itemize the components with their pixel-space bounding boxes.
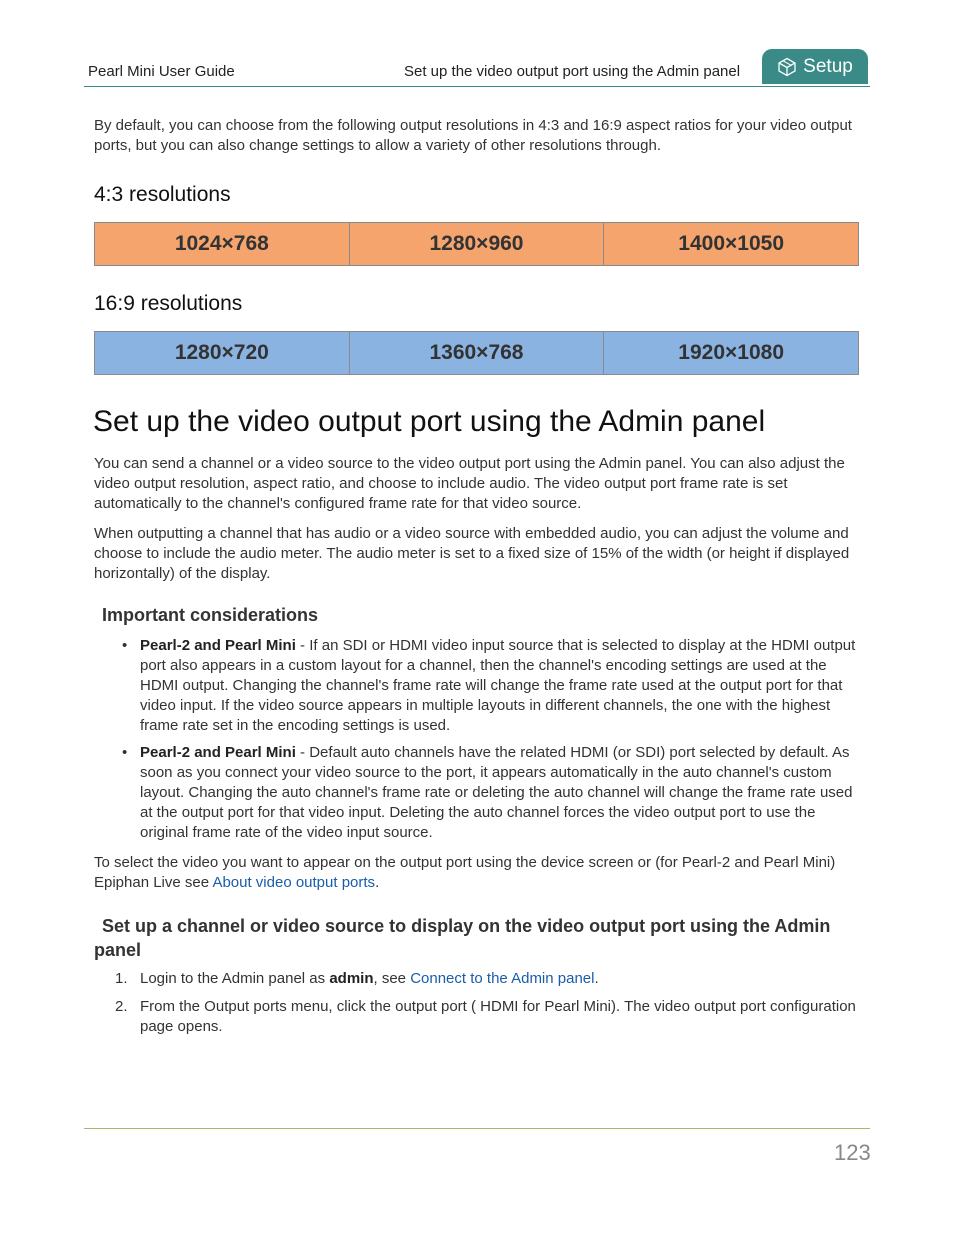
res-16-9-cell: 1280×720 [95, 332, 350, 375]
section-paragraph-2: When outputting a channel that has audio or a video source with embedded audio, you can adjust the volume and choose to include the audio meter. The audio meter is set to a fixed size of 15% of the width (or height if displayed horizontally) of the display. [94, 525, 850, 582]
cube-icon [777, 57, 797, 77]
res-4-3-cell: 1280×960 [349, 223, 604, 266]
bullet-icon: • [122, 744, 128, 761]
section-paragraph-1: You can send a channel or a video source to the video output port using the Admin panel. You can also adjust the video output resolution, aspect ratio, and choose to include audio. The video output port frame rate is set automatically to the channel's configured frame rate for that video source. [94, 455, 845, 512]
considerations-list [122, 636, 856, 850]
res-4-3-cell: 1024×768 [95, 223, 350, 266]
step-text: From the Output ports menu, click the output port ( HDMI for Pearl Mini). The video output port configuration page opens. [140, 998, 856, 1035]
list-item-text: - Default auto channels have the related HDMI (or SDI) port selected by default. As soon as you connect your video source to the port, it appears automatically in the auto channel's custom layout. Changing the auto channel's frame rate or deleting the auto channel will change the frame rate used at the output port for that video input. Deleting the auto channel forces the video output port to use the original frame rate of the video input source. [140, 744, 853, 841]
step-item [115, 969, 856, 989]
product-label: Pearl-2 and Pearl Mini [140, 744, 296, 761]
header-divider [84, 86, 870, 87]
procedure-heading: Set up a channel or video source to display on the video output port using the Admin panel [94, 916, 831, 960]
list-item [122, 636, 856, 736]
product-label: Pearl-2 and Pearl Mini [140, 637, 296, 654]
step-end: . [594, 970, 599, 987]
footer-divider [84, 1128, 870, 1129]
page-number: 123 [834, 1140, 871, 1165]
bullet-icon: • [122, 637, 128, 654]
procedure-steps [115, 969, 856, 1045]
step-number: 2. [115, 998, 128, 1015]
about-video-output-ports-link[interactable]: About video output ports [212, 874, 376, 891]
section-title: Set up the video output port using the Admin panel [93, 405, 766, 438]
step-text: , see [373, 970, 411, 987]
admin-label: admin [329, 970, 374, 987]
select-text: To select the video you want to appear on the output port using the device screen or (for Pearl-2 and Pearl Mini) Epiphan Live see [94, 854, 836, 891]
res-16-9-heading: 16:9 resolutions [94, 292, 243, 315]
setup-tab[interactable] [762, 49, 868, 84]
connect-admin-panel-link[interactable]: Connect to the Admin panel [410, 970, 595, 987]
step-number: 1. [115, 970, 128, 987]
res-16-9-cell: 1920×1080 [604, 332, 859, 375]
header-section-title: Set up the video output port using the Admin panel [404, 63, 741, 80]
list-item-text: - If an SDI or HDMI video input source that is selected to display at the HDMI output port also appears in a custom layout for a channel, then the channel's encoding settings are used at the HDMI output. Changing the channel's frame rate will change the frame rate used at the output port for that video input. If the video source appears in multiple layouts in different channels, the one with the highest frame rate set in the encoding settings is used. [140, 637, 856, 734]
guide-title: Pearl Mini User Guide [88, 63, 235, 80]
res-16-9-cell: 1360×768 [349, 332, 604, 375]
considerations-heading: Important considerations [102, 605, 319, 625]
res-4-3-cell: 1400×1050 [604, 223, 859, 266]
step-text: Login to the Admin panel as [140, 970, 330, 987]
setup-tab-label: Setup [803, 55, 853, 77]
select-paragraph [94, 853, 859, 893]
select-end: . [375, 874, 380, 891]
res-4-3-table [94, 222, 859, 266]
step-item [115, 997, 856, 1037]
res-16-9-table [94, 331, 859, 375]
res-4-3-heading: 4:3 resolutions [94, 183, 231, 206]
intro-paragraph: By default, you can choose from the following output resolutions in 4:3 and 16:9 aspect ratios for your video output ports, but you can also change settings to allow a variety of other resolutions through. [94, 117, 852, 154]
list-item [122, 743, 856, 843]
